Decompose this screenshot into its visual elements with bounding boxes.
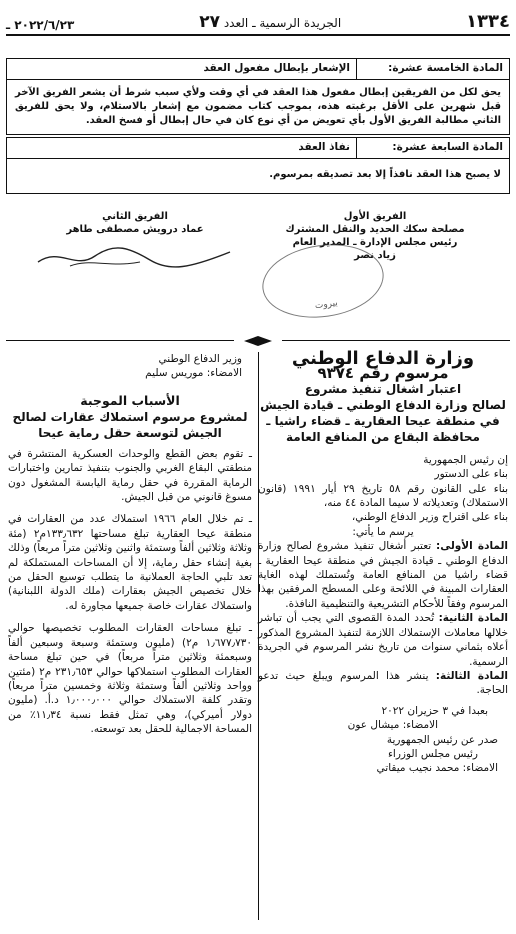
issue-date: ٢٠٢٢/٦/٢٣ ـ: [6, 18, 75, 32]
reasons-paragraph: ـ تقوم بعض القطع والوحدات العسكرية المنتشرة في منطقتي البقاع الغربي والجنوب بتنفيذ تمارين واختبارات الرماية المقررة في حقل رماية اليابسة المشغول دون مسوغ قانوني من قبل الجيش.: [8, 447, 252, 504]
gazette-issue: [199, 12, 341, 32]
page-header: [6, 6, 510, 36]
article-15-heading: [7, 59, 509, 80]
preamble-line: بناء على اقتراح وزير الدفاع الوطني،: [351, 511, 508, 524]
preamble-line: بناء على القانون رقم ٥٨ تاريخ ٢٩ أيار ١٩٩١ (قانون الاستملاك) وتعديلاته لا سيما المادة ٤٤ منه،: [258, 482, 508, 510]
closing-pm-signature: الامضاء: محمد نجيب ميقاتي: [376, 762, 498, 775]
stamp-city: بيروت: [314, 298, 339, 312]
party-two-name: عماد درويش مصطفى طاهر: [66, 224, 204, 235]
article-17-title: نفاذ العقد: [298, 141, 350, 153]
minister-title: وزير الدفاع الوطني: [158, 353, 242, 365]
issue-number: ٢٧: [199, 12, 220, 32]
article-17-heading: [7, 138, 509, 159]
preamble-line: بناء على الدستور: [434, 468, 508, 481]
article-15-label: المادة الخامسة عشرة:: [356, 59, 509, 79]
party-one-entity: مصلحة سكك الحديد والنقل المشترك: [285, 224, 465, 235]
reasons-subtitle: لمشروع مرسوم استملاك عقارات لصالح الجيش لتوسعة حقل رماية عيحا: [12, 409, 248, 440]
article-3-text: ينشر هذا المرسوم ويبلغ حيث تدعو الحاجة.: [258, 669, 508, 697]
article-2-label: المادة الثانية:: [438, 612, 508, 625]
article-1-label: المادة الأولى:: [436, 540, 508, 553]
article-17-label: المادة السابعة عشرة:: [356, 138, 509, 158]
decree-column: [258, 348, 508, 776]
article-2: [258, 611, 508, 669]
preamble-line: إن رئيس الجمهورية: [423, 453, 508, 466]
article-15-title: الإشعار بإبطال مفعول العقد: [203, 62, 350, 74]
closing-pm-title: رئيس مجلس الوزراء: [387, 747, 478, 760]
closing-issued-by: صدر عن رئيس الجمهورية: [386, 733, 498, 746]
closing-signature: الامضاء: ميشال عون: [347, 719, 438, 732]
article-1: [258, 539, 508, 611]
article-15-box: [6, 58, 510, 135]
divider-line-right: [282, 340, 510, 341]
party-two-title: الفريق الثاني: [102, 211, 168, 222]
decree-heading-4: محافظة البقاع من المنافع العامة: [286, 429, 480, 444]
article-17-text: لا يصبح هذا العقد نافذاً إلا بعد تصديقه بمرسوم.: [269, 169, 501, 180]
article-3: [258, 669, 508, 698]
article-1-text: تعتبر أشغال تنفيذ مشروع لصالح وزارة الدفاع الوطني ـ قيادة الجيش في منطقة عيحا العقارية ـ قضاء راشيا من المنافع العامة وتُستملك لهذه الغاية العقارات المبينة في اللائحة وعلى المسطح المرفقين بهذا المرسوم وفقاً للأحكام التشريعية والتنظيمية النافذة.: [258, 540, 508, 610]
decree-heading-2: لصالح وزارة الدفاع الوطني ـ قيادة الجيش: [260, 397, 506, 412]
diamond-ornament-icon: [244, 336, 272, 346]
closing-place-date: بعبدا في ٣ حزيران ٢٠٢٢: [381, 704, 488, 717]
article-2-text: تُحدد المدة القصوى التي يجب أن تباشر خلالها معاملات الإستملاك اللازمة لتنفيذ المشروع المذكور أعلاه بثماني سنوات من تاريخ نشر المرسوم في الجريدة الرسمية.: [258, 612, 508, 668]
reasons-title: الأسباب الموجبة: [80, 392, 180, 408]
party-one-title: الفريق الأول: [343, 211, 407, 222]
section-divider: [6, 336, 510, 346]
article-3-label: المادة الثالثة:: [435, 669, 508, 682]
ministry-title: وزارة الدفاع الوطني: [291, 348, 475, 369]
reasons-column: [8, 352, 252, 737]
gazette-name: الجريدة الرسمية ـ العدد: [223, 16, 342, 30]
handwritten-signature: [30, 242, 240, 272]
party-one-role: رئيس مجلس الإدارة ـ المدير العام: [292, 237, 458, 248]
article-17-box: [6, 137, 510, 194]
page-number: ١٣٣٤: [466, 11, 510, 32]
divider-line-left: [6, 340, 234, 341]
party-one-name: زياد نصر: [354, 250, 396, 261]
preamble-line: يرسم ما يأتي:: [352, 525, 414, 538]
decree-number: مرسوم رقم ٩٣٧٤: [317, 364, 449, 383]
article-15-text: يحق لكل من الفريقين إبطال مفعول هذا العقد في أي وقت ولأي سبب شرط أن يشعر الفريق الآخر قبل شهرين على الأقل برغبته هذه، بموجب كتاب مضمون مع إشعار بالاستلام، ولا يحق للفريق الثاني مطالبة الفريق الأول بأي تعويض من أي نوع كان في حال إبطال أو فسخ العقد.: [15, 87, 501, 126]
minister-signature: الامضاء: موريس سليم: [145, 367, 242, 380]
party-two-signature-block: [20, 210, 250, 236]
decree-heading-3: في منطقة عيحا العقارية ـ قضاء راشيا ـ: [266, 413, 500, 428]
reasons-paragraph: ـ تم خلال العام ١٩٦٦ استملاك عدد من العقارات في منطقة عيحا العقارية تبلغ مساحتها ١٣٣٫٦٣٢م٢ (مئة وثلاثة وثلاثين ألفاً وستمئة واثنين وثلاثين متراً مربعاً) وذلك بغية إنشاء حقل رماية، إلا أن المساحات المستملكة لم تعد تلبي الحاجة العملانية ما يتطلب توسيع الحقل من خلال تخصيص الجيش بعقارات (ملك الدولة اللبنانية) واستملاك عقارات خاصة جميعها مجاورة له.: [8, 513, 253, 612]
decree-heading-1: اعتبار اشغال تنفيذ مشروع: [304, 381, 462, 396]
reasons-paragraph: ـ تبلغ مساحات العقارات المطلوب تخصيصها حوالي ١٫٦٧٧٫٧٣٠ م٢) (مليون وستمئة وسبعة وسبعين ألفاً وسبعمئة وثلاثين متراً مربعاً) في حين تبلغ مساحة العقارات المطلوب استملاكها حوالي ٢٣١٫٦٥٣ م٢ (مئتين وواحد وثلاثين ألفاً وستمئة وثلاثة وخمسين متراً مربعاً) وتقدر كلفة الاستملاك حوالي ١٫٠٠٠٫٠٠٠ د.أ. (مليون دولار أميركي)، وهي تمثل فقط نسبة ١١٫٣٤٪ من المساحة الاجمالية للحقل بعد توسعته.: [8, 622, 253, 736]
